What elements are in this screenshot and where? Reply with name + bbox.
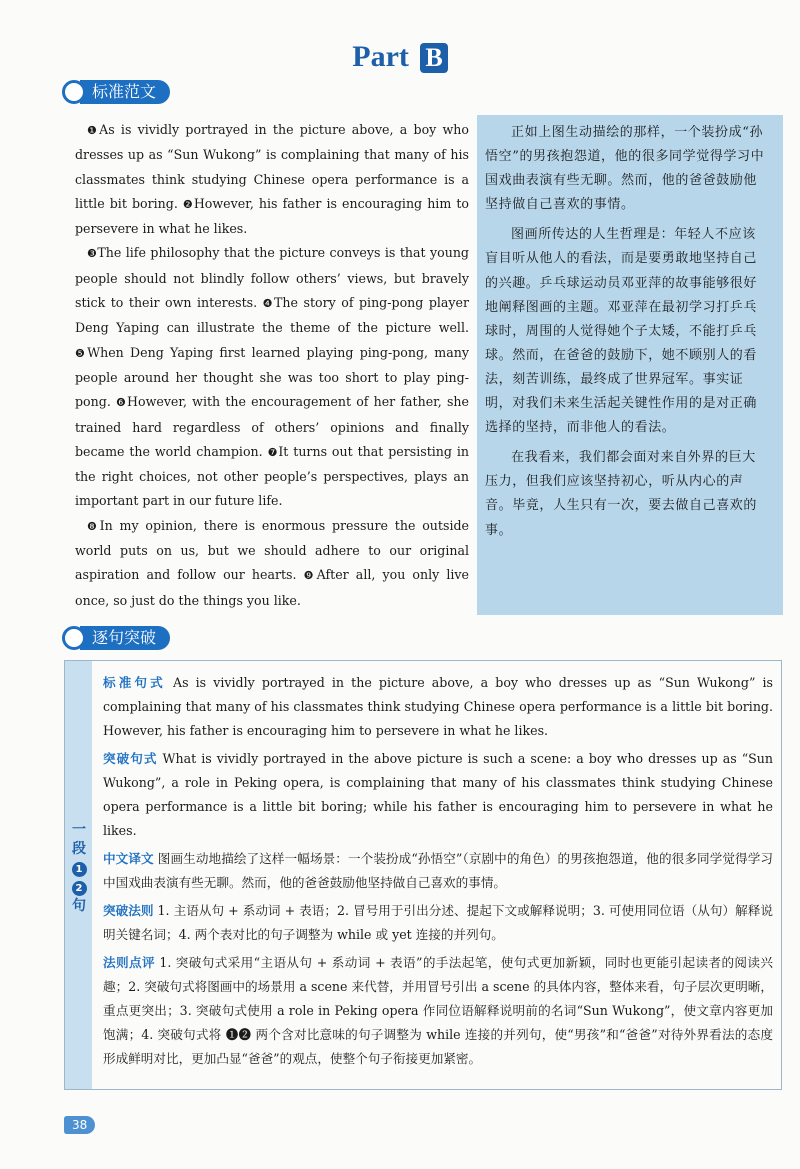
row-label: 突破句式 xyxy=(103,751,158,766)
translation-paragraph-2: 图画所传达的人生哲理是：年轻人不应该盲目听从他人的看法，而是要勇敢地坚持自己的兴趣。乒乓球运动员邓亚萍的故事能够很好地阐释图画的主题。邓亚萍在最初学习打乒乓球时，周围的人觉得她个子太矮，不能打乒乓球。然而，在爸爸的鼓励下，她不顾别人的看法，刻苦训练，最终成了世界冠军。事实证明，对我们未来生活起关键性作用的是对正确选择的坚持，而非他人的看法。 xyxy=(485,227,758,436)
row-label: 中文译文 xyxy=(103,851,154,866)
sentence-analysis-panel xyxy=(64,660,782,1090)
marker-text: 一 xyxy=(72,822,86,838)
essay-paragraph-3 xyxy=(75,514,469,613)
analysis-row-translation xyxy=(103,847,773,895)
marker-text: 句 xyxy=(72,898,86,914)
magnifier-icon xyxy=(62,626,86,650)
sentence-number: ❾ xyxy=(303,569,317,583)
sentence: The life philosophy that the picture conveys is that young people should not blindly follow others’ views, but bravely stick to their own interests. xyxy=(75,245,469,311)
sentence: When Deng Yaping first learned playing ping-pong, many people around her thought she was too short to play ping-pong. xyxy=(75,344,469,410)
sentence: In my opinion, there is enormous pressure the outside world puts on us, but we should adhere to our original aspiration and follow our hearts. xyxy=(75,517,469,583)
chinese-translation-box xyxy=(477,115,783,615)
sentence-number: ❶ xyxy=(87,124,100,137)
essay-paragraph-1 xyxy=(75,118,469,241)
row-label: 突破法则 xyxy=(103,903,154,918)
part-title xyxy=(0,40,800,74)
part-word: Part xyxy=(352,40,409,73)
sentence-number: ❹ xyxy=(262,297,275,311)
marker-text: 段 xyxy=(72,841,86,857)
sentence: After all, you only live once, so just do the things you like. xyxy=(75,567,469,608)
essay-paragraph-2 xyxy=(75,241,469,513)
model-essay xyxy=(75,118,469,613)
analysis-row-breakthrough xyxy=(103,747,773,843)
translation-paragraph-1: 正如上图生动描绘的那样，一个装扮成“孙悟空”的男孩抱怨道，他的很多同学觉得学习中国戏曲表演有些无聊。然而，他的爸爸鼓励他坚持做自己喜欢的事情。 xyxy=(485,125,765,213)
sentence-number: ❸ xyxy=(87,247,98,261)
section-badge-sentence-breakdown xyxy=(62,625,170,651)
marker-dot: 2 xyxy=(72,881,87,896)
paragraph-sentence-marker xyxy=(69,821,89,916)
row-text: 1. 突破句式采用“主语从句 + 系动词 + 表语”的手法起笔，使句式更加新颖，同时也更能引起读者的阅读兴趣；2. 突破句式将图画中的场景用 a scene 来代替，并用冒号引出 a scene 的具体内容，整体来看，句子层次更明晰，重点更突出；3. 突破句式使用 a role in Peking opera 作同位语解释说明前的名词“Sun Wukong”，使文章内容更加饱满；4. 突破句式将 ❶❷ 两个含对比意味的句子调整为 while 连接的并列句，使“男孩”和“爸爸”对待外界看法的态度形成鲜明对比，更加凸显“爸爸”的观点，使整个句子衔接更加紧密。 xyxy=(103,955,773,1066)
analysis-row-comment xyxy=(103,951,773,1071)
sentence: The story of ping-pong player Deng Yaping can illustrate the theme of the picture well. xyxy=(75,295,470,336)
sentence-number: ❷ xyxy=(182,197,194,211)
magnifier-icon xyxy=(62,80,86,104)
section-badge-model-essay xyxy=(62,79,170,105)
sentence-number: ❺ xyxy=(75,346,88,360)
row-text: 图画生动地描绘了这样一幅场景：一个装扮成“孙悟空”（京剧中的角色）的男孩抱怨道，他的很多同学觉得学习中国戏曲表演有些无聊。然而，他的爸爸鼓励他坚持做自己喜欢的事情。 xyxy=(103,851,773,890)
translation-paragraph-3: 在我看来，我们都会面对来自外界的巨大压力，但我们应该坚持初心，听从内心的声音。毕竟，人生只有一次，要去做自己喜欢的事。 xyxy=(485,450,758,538)
section-badge-label: 逐句突破 xyxy=(80,626,170,650)
section-badge-label: 标准范文 xyxy=(80,80,170,104)
analysis-rows xyxy=(103,671,773,1071)
sentence-number: ❽ xyxy=(87,519,100,533)
part-letter-badge: B xyxy=(420,43,447,73)
sentence: However, his father is encouraging him to persevere in what he likes. xyxy=(75,195,469,237)
row-text: What is vividly portrayed in the above picture is such a scene: a boy who dresses up as “Sun Wukong”, a role in Peking opera, is complaining that many of his classmates think studying Chinese opera performance is a little bit boring; while his father is encouraging him to persevere in what he likes. xyxy=(103,751,774,838)
sentence-number: ❻ xyxy=(115,396,128,410)
row-label: 标准句式 xyxy=(103,675,166,690)
sentence: As is vividly portrayed in the picture above, a boy who dresses up as “Sun Wukong” is complaining that many of his classmates think studying Chinese opera performance is a little bit boring. xyxy=(75,122,469,211)
analysis-row-standard xyxy=(103,671,773,743)
page-number: 38 xyxy=(64,1116,95,1134)
sentence: It turns out that persisting in the right choices, not other people’s perspectives, plays an important part in our future life. xyxy=(75,443,469,509)
row-text: 1. 主语从句 + 系动词 + 表语；2. 冒号用于引出分述、提起下文或解释说明；3. 可使用同位语（从句）解释说明关键名词；4. 两个表对比的句子调整为 while 或 yet 连接的并列句。 xyxy=(103,903,773,942)
sentence: However, with the encouragement of her father, she trained hard regardless of others’ opinions and finally became the world champion. xyxy=(75,394,469,459)
row-label: 法则点评 xyxy=(103,955,155,970)
sentence-number: ❼ xyxy=(267,445,279,459)
marker-dot: 1 xyxy=(72,862,87,877)
row-text: As is vividly portrayed in the picture above, a boy who dresses up as “Sun Wukong” is complaining that many of his classmates think studying Chinese opera performance is a little bit boring. However, his father is encouraging him to persevere in what he likes. xyxy=(103,675,774,738)
analysis-row-rules xyxy=(103,899,773,947)
